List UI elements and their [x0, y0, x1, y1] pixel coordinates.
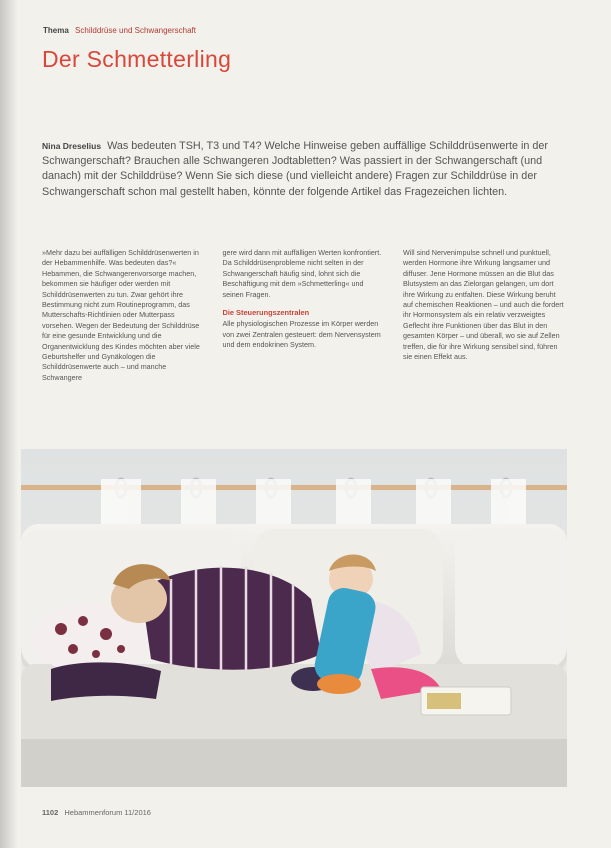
- body-paragraph: »Mehr dazu bei auffälligen Schilddrüsenwerten in der Hebammenhilfe. Was bedeuten das?« Hebammen, die Schwangerenvorsorge machen, bekommen sie häufiger oder werden mit Schilddrüsenwerten zu tun. Zwar gehört ihre Bestimmung nicht zum Routineprogramm, das Mutterschafts-Richtlinien oder Mutterpass vorsehen. Wegen der Bedeutung der Schilddrüse für eine gesunde Entwicklung und die Organentwicklung des Kindes möchten aber viele Geburtshelfer und Gynäkologen die Schilddrüsenwerte auch – und manche Schwangere: [42, 248, 200, 382]
- article-lead: [42, 139, 572, 200]
- page-footer: [42, 808, 151, 817]
- article-title: Der Schmetterling: [42, 46, 232, 72]
- lead-text: Was bedeuten TSH, T3 und T4? Welche Hinweise geben auffällige Schilddrüsenwerte in der Schwangerschaft? Brauchen alle Schwangeren Jodtabletten? Was passiert in der Schwangerschaft (und danach) mit der Schilddrüse? Wenn Sie sich diese (und vielleicht andere) Fragen zur Schilddrüse in der Schwangerschaft schon mal gestellt haben, könnte der folgende Artikel das Fragezeichen lichten.: [42, 140, 549, 198]
- page-number: 1102: [42, 808, 59, 817]
- topic-label: Schilddrüse und Schwangerschaft: [75, 26, 196, 35]
- section-kicker: [43, 26, 196, 35]
- body-paragraph: Alle physiologischen Prozesse im Körper werden von zwei Zentralen gesteuert: dem Nervensystem und dem endokrinen System.: [222, 319, 381, 350]
- author-name: Nina Dreselius: [42, 141, 102, 151]
- article-photo: [21, 449, 567, 787]
- magazine-name: Hebammenforum 11/2016: [64, 808, 151, 817]
- sofa-front: [21, 739, 567, 787]
- body-paragraph: Will sind Nervenimpulse schnell und punktuell, werden Hormone ihre Wirkung langsamer und diffuser. Jene Hormone müssen an die Blut das Blutsystem an das Zielorgan gelangen, um dort ihre Wirkung zu entfalten. Diese Wirkung beruht auf chemischen Reaktionen – und auch die fordert ihr Hormonsystem als ein relativ verzweigtes Geflecht ihre Funktionen über das Blut in den gesamten Körper – und überall, wo sie auf Zellen treffen, die für ihre Wirkung sensibel sind, führen sie einen Effekt aus.: [403, 248, 564, 362]
- section-label: Thema: [43, 26, 69, 35]
- woman-legs: [51, 662, 161, 701]
- spine-shadow: [0, 0, 18, 848]
- photo-illustration: [21, 449, 567, 787]
- body-paragraph: Da Schilddrüsenprobleme nicht selten in der Schwangerschaft häufig sind, lohnt sich die Beschäftigung mit dem »Schmetterling« und seinen Fragen.: [222, 258, 364, 299]
- body-column-3: [403, 248, 567, 383]
- body-paragraph: gere wird dann mit auffälligen Werten konfrontiert.: [222, 248, 382, 257]
- body-columns: [42, 248, 567, 383]
- book-illustration: [427, 693, 461, 709]
- body-column-2: [223, 248, 387, 383]
- sofa-cushion: [455, 529, 567, 669]
- body-column-1: [42, 248, 206, 383]
- subheading: Die Steuerungszentralen: [222, 308, 310, 318]
- toy-base: [317, 674, 361, 694]
